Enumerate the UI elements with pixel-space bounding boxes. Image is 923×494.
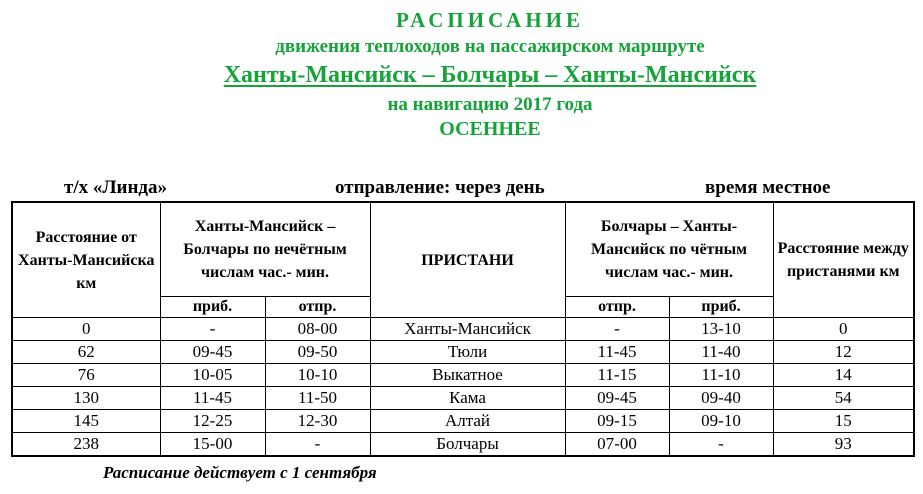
cell-between: 93 [773, 433, 914, 457]
cell-departure-1: 10-10 [265, 364, 370, 387]
table-row [12, 341, 914, 364]
header-direction-2: Болчары – Ханты-Мансийск по чётным числам час.- мин. [565, 202, 773, 297]
cell-departure-2: 09-15 [565, 410, 669, 433]
route-title [195, 62, 785, 89]
header-distance-from: Расстояние от Ханты-Мансийска км [12, 202, 160, 318]
cell-pier: Кама [370, 387, 565, 410]
cell-departure-2: 11-15 [565, 364, 669, 387]
ship-name: т/х «Линда» [64, 177, 168, 198]
cell-departure-1: - [265, 433, 370, 457]
table-row [12, 387, 914, 410]
table-row [12, 433, 914, 457]
table-row [12, 318, 914, 341]
cell-distance: 62 [12, 341, 160, 364]
cell-between: 0 [773, 318, 914, 341]
cell-distance: 0 [12, 318, 160, 341]
cell-arrival-2: 11-10 [669, 364, 773, 387]
header-departure-1: отпр. [265, 297, 370, 318]
schedule-title: РАСПИСАНИЕ [395, 8, 585, 32]
cell-arrival-1: 12-25 [160, 410, 265, 433]
cell-departure-2: - [565, 318, 669, 341]
cell-departure-1: 09-50 [265, 341, 370, 364]
cell-arrival-2: - [669, 433, 773, 457]
cell-pier: Тюли [370, 341, 565, 364]
cell-arrival-2: 11-40 [669, 341, 773, 364]
cell-between: 14 [773, 364, 914, 387]
cell-between: 15 [773, 410, 914, 433]
schedule-table [11, 201, 915, 457]
header-direction-1: Ханты-Мансийск – Болчары по нечётным числам час.- мин. [160, 202, 370, 297]
header-arrival-2: приб. [669, 297, 773, 318]
cell-between: 12 [773, 341, 914, 364]
cell-departure-2: 07-00 [565, 433, 669, 457]
cell-departure-1: 12-30 [265, 410, 370, 433]
cell-arrival-1: 15-00 [160, 433, 265, 457]
cell-pier: Выкатное [370, 364, 565, 387]
cell-arrival-1: - [160, 318, 265, 341]
cell-departure-2: 09-45 [565, 387, 669, 410]
cell-arrival-1: 11-45 [160, 387, 265, 410]
cell-arrival-2: 13-10 [669, 318, 773, 341]
header-piers: ПРИСТАНИ [370, 202, 565, 318]
cell-departure-1: 11-50 [265, 387, 370, 410]
header-arrival-1: приб. [160, 297, 265, 318]
cell-distance: 76 [12, 364, 160, 387]
cell-distance: 145 [12, 410, 160, 433]
table-row [12, 364, 914, 387]
schedule-subtitle: движения теплоходов на пассажирском маршруте [275, 36, 705, 57]
cell-pier: Болчары [370, 433, 565, 457]
season-label: ОСЕННЕЕ [439, 118, 541, 140]
table-row [12, 410, 914, 433]
cell-between: 54 [773, 387, 914, 410]
cell-arrival-2: 09-10 [669, 410, 773, 433]
cell-distance: 238 [12, 433, 160, 457]
cell-arrival-2: 09-40 [669, 387, 773, 410]
header-distance-between: Расстояние между пристанями км [773, 202, 914, 318]
cell-distance: 130 [12, 387, 160, 410]
departure-frequency: отправление: через день [335, 177, 545, 198]
cell-departure-1: 08-00 [265, 318, 370, 341]
navigation-year: на навигацию 2017 года [387, 94, 593, 115]
cell-pier: Ханты-Мансийск [370, 318, 565, 341]
validity-note: Расписание действует с 1 сентября [103, 463, 377, 482]
header-departure-2: отпр. [565, 297, 669, 318]
cell-arrival-1: 10-05 [160, 364, 265, 387]
cell-arrival-1: 09-45 [160, 341, 265, 364]
time-zone-note: время местное [705, 177, 831, 198]
cell-departure-2: 11-45 [565, 341, 669, 364]
cell-pier: Алтай [370, 410, 565, 433]
route-title-text: Ханты-Мансийск – Болчары – Ханты-Мансийск [223, 62, 757, 88]
